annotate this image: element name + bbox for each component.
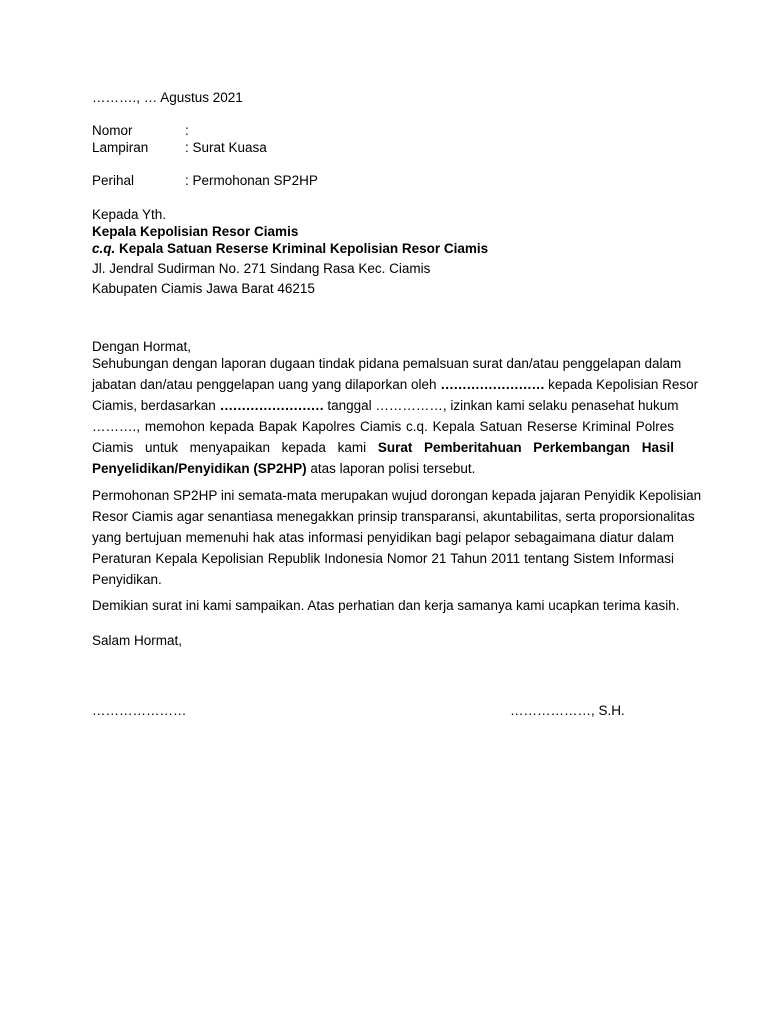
- recipient-address2: Kabupaten Ciamis Jawa Barat 46215: [92, 281, 315, 296]
- p2-line-3: yang bertujuan memenuhi hak atas informasi penyidikan bagi pelapor sebagaimana diatur dalam: [92, 530, 674, 545]
- paragraph-1: [92, 353, 699, 479]
- paragraph-3: Demikian surat ini kami sampaikan. Atas perhatian dan kerja samanya kami ucapkan terima kasih.: [92, 598, 680, 613]
- p1-line-5-b: Surat Pemberitahuan Perkembangan Hasil: [377, 440, 675, 455]
- p1-line-6-b: atas laporan polisi tersebut.: [306, 461, 476, 476]
- p1-line-6: [92, 458, 674, 479]
- cq-prefix: c.q.: [92, 241, 116, 256]
- signature-right: ………………, S.H.: [510, 703, 625, 718]
- p1-line-5-a: Ciamis untuk menyapaikan kepada kami: [92, 440, 367, 455]
- p1-line-6-a: Penyelidikan/Penyidikan (SP2HP): [92, 461, 307, 476]
- p2-line-5: Penyidikan.: [92, 572, 162, 587]
- report-number-blank: ……………………: [219, 398, 324, 413]
- perihal-label: Perihal: [92, 173, 135, 188]
- p2-line-4: Peraturan Kepala Kepolisian Republik Indonesia Nomor 21 Tahun 2011 tentang Sistem Informasi: [92, 551, 674, 566]
- p2-line-1: Permohonan SP2HP ini semata-mata merupakan wujud dorongan kepada jajaran Penyidik Kepolisian: [92, 488, 702, 503]
- lampiran-value: : Surat Kuasa: [185, 140, 267, 155]
- recipient-line1: Kepala Kepolisian Resor Ciamis: [92, 224, 299, 239]
- salutation: Dengan Hormat,: [92, 339, 192, 354]
- closing: Salam Hormat,: [92, 633, 183, 648]
- signature-left: …………………: [92, 703, 187, 718]
- p1-line-2: [92, 374, 699, 395]
- p1-line-2-b: kepada Kepolisian Resor: [548, 377, 699, 392]
- p1-line-5: [92, 437, 674, 458]
- perihal-value: : Permohonan SP2HP: [185, 173, 318, 188]
- lampiran-label: Lampiran: [92, 140, 149, 155]
- reported-party-blank: ……………………: [440, 377, 545, 392]
- p1-line-2-a: jabatan dan/atau penggelapan uang yang dilaporkan oleh: [92, 377, 437, 392]
- nomor-label: Nomor: [92, 123, 133, 138]
- p1-line-3: [92, 395, 679, 416]
- paragraph-2: [92, 485, 702, 590]
- date-line: ………., … Agustus 2021: [92, 90, 243, 105]
- p2-line-2: Resor Ciamis agar senantiasa menegakkan prinsip transparansi, akuntabilitas, serta proporsionalitas: [92, 509, 695, 524]
- p1-line-3-b: tanggal ……………, izinkan kami selaku penasehat hukum: [327, 398, 679, 413]
- recipient-address1: Jl. Jendral Sudirman No. 271 Sindang Rasa Kec. Ciamis: [92, 261, 431, 276]
- p1-line-4: ………., memohon kepada Bapak Kapolres Ciamis c.q. Kepala Satuan Reserse Kriminal Polres: [92, 419, 674, 434]
- nomor-value: :: [185, 123, 189, 138]
- recipient-line2-text: Kepala Satuan Reserse Kriminal Kepolisian Resor Ciamis: [115, 241, 489, 256]
- recipient-greeting: Kepada Yth.: [92, 207, 167, 222]
- p1-line-1: Sehubungan dengan laporan dugaan tindak pidana pemalsuan surat dan/atau penggelapan dalam: [92, 356, 682, 371]
- p1-line-3-a: Ciamis, berdasarkan: [92, 398, 216, 413]
- recipient-line2: [92, 240, 488, 257]
